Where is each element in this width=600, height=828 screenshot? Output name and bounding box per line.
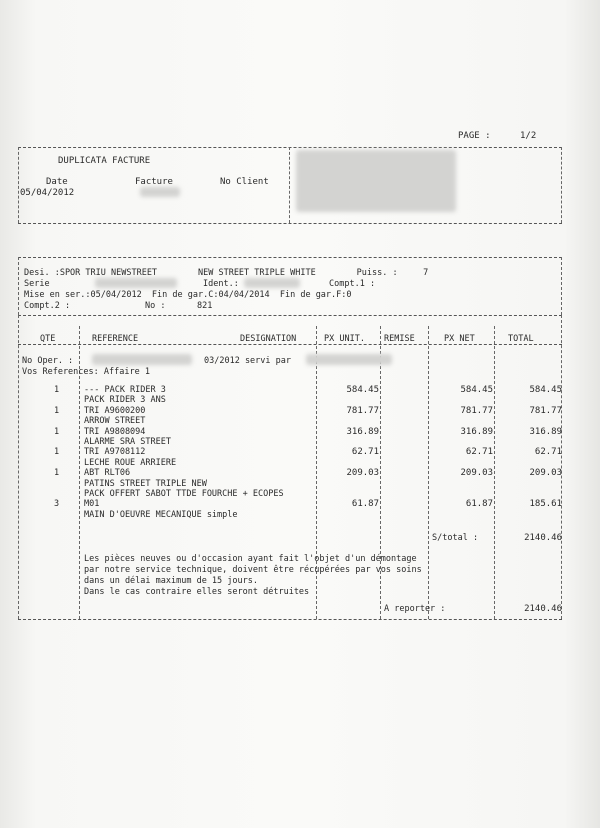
- client-header: No Client: [220, 177, 269, 187]
- line-description: ABT RLT06: [84, 468, 131, 478]
- line-description: TRI A9808094: [84, 427, 146, 437]
- col-header-pxnet: PX NET: [444, 334, 475, 344]
- mise-en-service: Mise en ser.:05/04/2012 Fin de gar.C:04/04/2014 Fin de gar.F:0: [24, 290, 352, 300]
- facture-header: Facture: [135, 177, 173, 187]
- line-px-net: 62.71: [465, 447, 493, 457]
- line-description: PACK RIDER 3 ANS: [84, 395, 166, 405]
- report-value: 2140.46: [524, 604, 562, 614]
- col-border-remise: [428, 326, 429, 619]
- vehicle-right-border: [561, 257, 562, 315]
- line-description: PACK OFFERT SABOT TTDE FOURCHE + ECOPES: [84, 489, 284, 499]
- line-px-net: 584.45: [460, 385, 493, 395]
- line-qte: 1: [54, 468, 60, 478]
- col-border-pxunit: [380, 326, 381, 619]
- line-total: 316.89: [529, 427, 562, 437]
- ident-label: Ident.:: [203, 279, 239, 289]
- header-top-border: [18, 147, 562, 148]
- document-title: DUPLICATA FACTURE: [58, 156, 151, 166]
- line-total: 209.03: [529, 468, 562, 478]
- no-value: 821: [197, 301, 213, 311]
- no-oper-suffix: 03/2012 servi par: [204, 356, 291, 366]
- note-line-1: Les pièces neuves ou d'occasion ayant fait l'objet d'un démontage: [84, 554, 417, 564]
- vehicle-top-border: [18, 257, 562, 258]
- header-right-border: [561, 147, 562, 223]
- redacted-address-block: [296, 150, 456, 212]
- line-px-unit: 584.45: [346, 385, 379, 395]
- line-px-unit: 209.03: [346, 468, 379, 478]
- page-label: PAGE :: [458, 131, 491, 141]
- line-total: 584.45: [529, 385, 562, 395]
- line-description: TRI A9600200: [84, 406, 146, 416]
- line-description: --- PACK RIDER 3: [84, 385, 166, 395]
- line-qte: 1: [54, 406, 60, 416]
- note-line-3: dans un délai maximum de 15 jours.: [84, 576, 258, 586]
- header-divider: [289, 147, 290, 223]
- line-px-net: 781.77: [460, 406, 493, 416]
- vehicle-designation: Desi. :SPOR TRIU NEWSTREET NEW STREET TRIPLE WHITE Puiss. : 7: [24, 268, 429, 278]
- col-header-qte: QTE: [40, 334, 56, 344]
- line-qte: 1: [54, 385, 60, 395]
- line-qte: 1: [54, 427, 60, 437]
- vehicle-left-border: [18, 257, 19, 315]
- header-left-border: [18, 147, 19, 223]
- line-total: 62.71: [534, 447, 562, 457]
- report-label: A reporter :: [384, 604, 446, 614]
- note-line-2: par notre service technique, doivent être récupérées par vos soins: [84, 565, 422, 575]
- line-px-unit: 62.71: [351, 447, 379, 457]
- note-line-4: Dans le cas contraire elles seront détruites: [84, 587, 310, 597]
- line-qte: 3: [54, 499, 60, 509]
- page-number: 1/2: [520, 131, 537, 141]
- line-qte: 1: [54, 447, 60, 457]
- line-description: ALARME SRA STREET: [84, 437, 171, 447]
- compt2-label: Compt.2 :: [24, 301, 71, 311]
- redacted-facture-number: [140, 187, 180, 197]
- line-px-net: 209.03: [460, 468, 493, 478]
- invoice-date: 05/04/2012: [20, 188, 75, 198]
- date-header: Date: [46, 177, 68, 187]
- line-description: PATINS STREET TRIPLE NEW: [84, 479, 207, 489]
- table-top-border: [18, 315, 562, 316]
- redacted-oper-number: [92, 354, 192, 365]
- line-px-net: 316.89: [460, 427, 493, 437]
- col-header-pxunit: PX UNIT.: [324, 334, 365, 344]
- serie-label: Serie: [24, 279, 50, 289]
- col-border-left: [18, 315, 19, 619]
- line-description: MAIN D'OEUVRE MECANIQUE simple: [84, 510, 238, 520]
- col-header-remise: REMISE: [384, 334, 415, 344]
- line-px-unit: 61.87: [351, 499, 379, 509]
- line-px-unit: 316.89: [346, 427, 379, 437]
- line-description: M01: [84, 499, 100, 509]
- line-total: 781.77: [529, 406, 562, 416]
- col-header-designation: DESIGNATION: [240, 334, 297, 344]
- line-total: 185.61: [529, 499, 562, 509]
- col-border-pxnet: [494, 326, 495, 619]
- subtotal-value: 2140.46: [524, 533, 562, 543]
- no-oper-label: No Oper. :: [22, 356, 74, 366]
- line-description: TRI A9708112: [84, 447, 146, 457]
- table-bottom-border: [18, 619, 562, 620]
- redacted-serie: [95, 278, 177, 288]
- no-label: No :: [145, 301, 166, 311]
- col-header-total: TOTAL: [508, 334, 534, 344]
- line-description: ARROW STREET: [84, 416, 146, 426]
- line-px-unit: 781.77: [346, 406, 379, 416]
- header-bottom-border: [18, 223, 562, 224]
- redacted-servi-par: [306, 354, 392, 365]
- line-px-net: 61.87: [465, 499, 493, 509]
- subtotal-label: S/total :: [432, 533, 479, 543]
- col-border-right: [561, 315, 562, 619]
- redacted-ident: [244, 278, 300, 288]
- table-header-bottom: [18, 344, 562, 345]
- compt1-label: Compt.1 :: [329, 279, 376, 289]
- col-header-reference: REFERENCE: [92, 334, 139, 344]
- line-description: LECHE ROUE ARRIERE: [84, 458, 177, 468]
- vos-references: Vos References: Affaire 1: [22, 367, 150, 377]
